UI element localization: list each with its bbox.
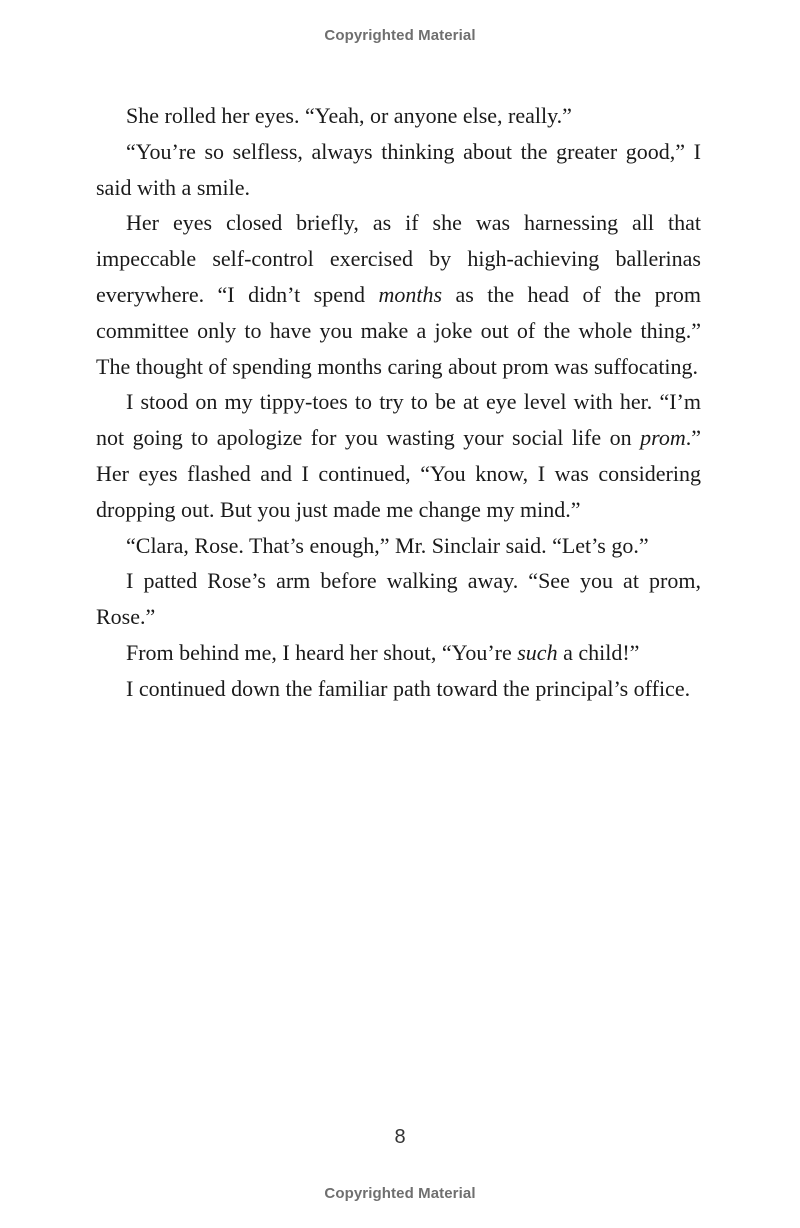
text-run: I patted Rose’s arm before walking away. “See you at prom, Rose.”: [96, 568, 701, 630]
text-run: I continued down the familiar path toward the principal’s office.: [126, 675, 691, 701]
text-run: as the head of the prom committee only to have you make a joke out of the whole thing.” The thought of spending months caring about prom was suffocating.: [96, 281, 702, 379]
body-text: [96, 98, 701, 707]
italic-text-run: months: [378, 281, 442, 307]
copyright-watermark-top: Copyrighted Material: [324, 27, 476, 44]
paragraph: [96, 205, 701, 384]
text-run: “You’re so selfless, always thinking about the greater good,” I said with a smile.: [96, 138, 701, 200]
paragraph: [96, 98, 701, 134]
text-run: She rolled her eyes. “Yeah, or anyone else, really.”: [126, 103, 572, 128]
paragraph: [96, 671, 701, 707]
italic-text-run: prom: [640, 425, 686, 451]
text-run: “Clara, Rose. That’s enough,” Mr. Sinclair said. “Let’s go.”: [126, 532, 649, 558]
text-run: From behind me, I heard her shout, “You’re: [126, 639, 518, 665]
paragraph: [96, 134, 701, 206]
text-run: .” Her eyes flashed and I continued, “You know, I was considering dropping out. But you just made me change my mind.”: [96, 425, 701, 522]
paragraph: [96, 528, 701, 564]
text-run: a child!”: [557, 639, 640, 665]
italic-text-run: such: [517, 639, 558, 665]
text-run: I stood on my tippy-toes to try to be at eye level with her. “I’m not going to apologize for you wasting your social life on: [96, 389, 701, 451]
paragraph: [96, 384, 701, 527]
paragraph: [96, 563, 701, 635]
text-run: Her eyes closed briefly, as if she was harnessing all that impeccable self-control exercised by high-achieving ballerinas everywhere. “I didn’t spend: [96, 210, 701, 307]
paragraph: [96, 635, 701, 671]
copyright-watermark-bottom: Copyrighted Material: [324, 1185, 476, 1202]
page-number: 8: [394, 1126, 406, 1148]
